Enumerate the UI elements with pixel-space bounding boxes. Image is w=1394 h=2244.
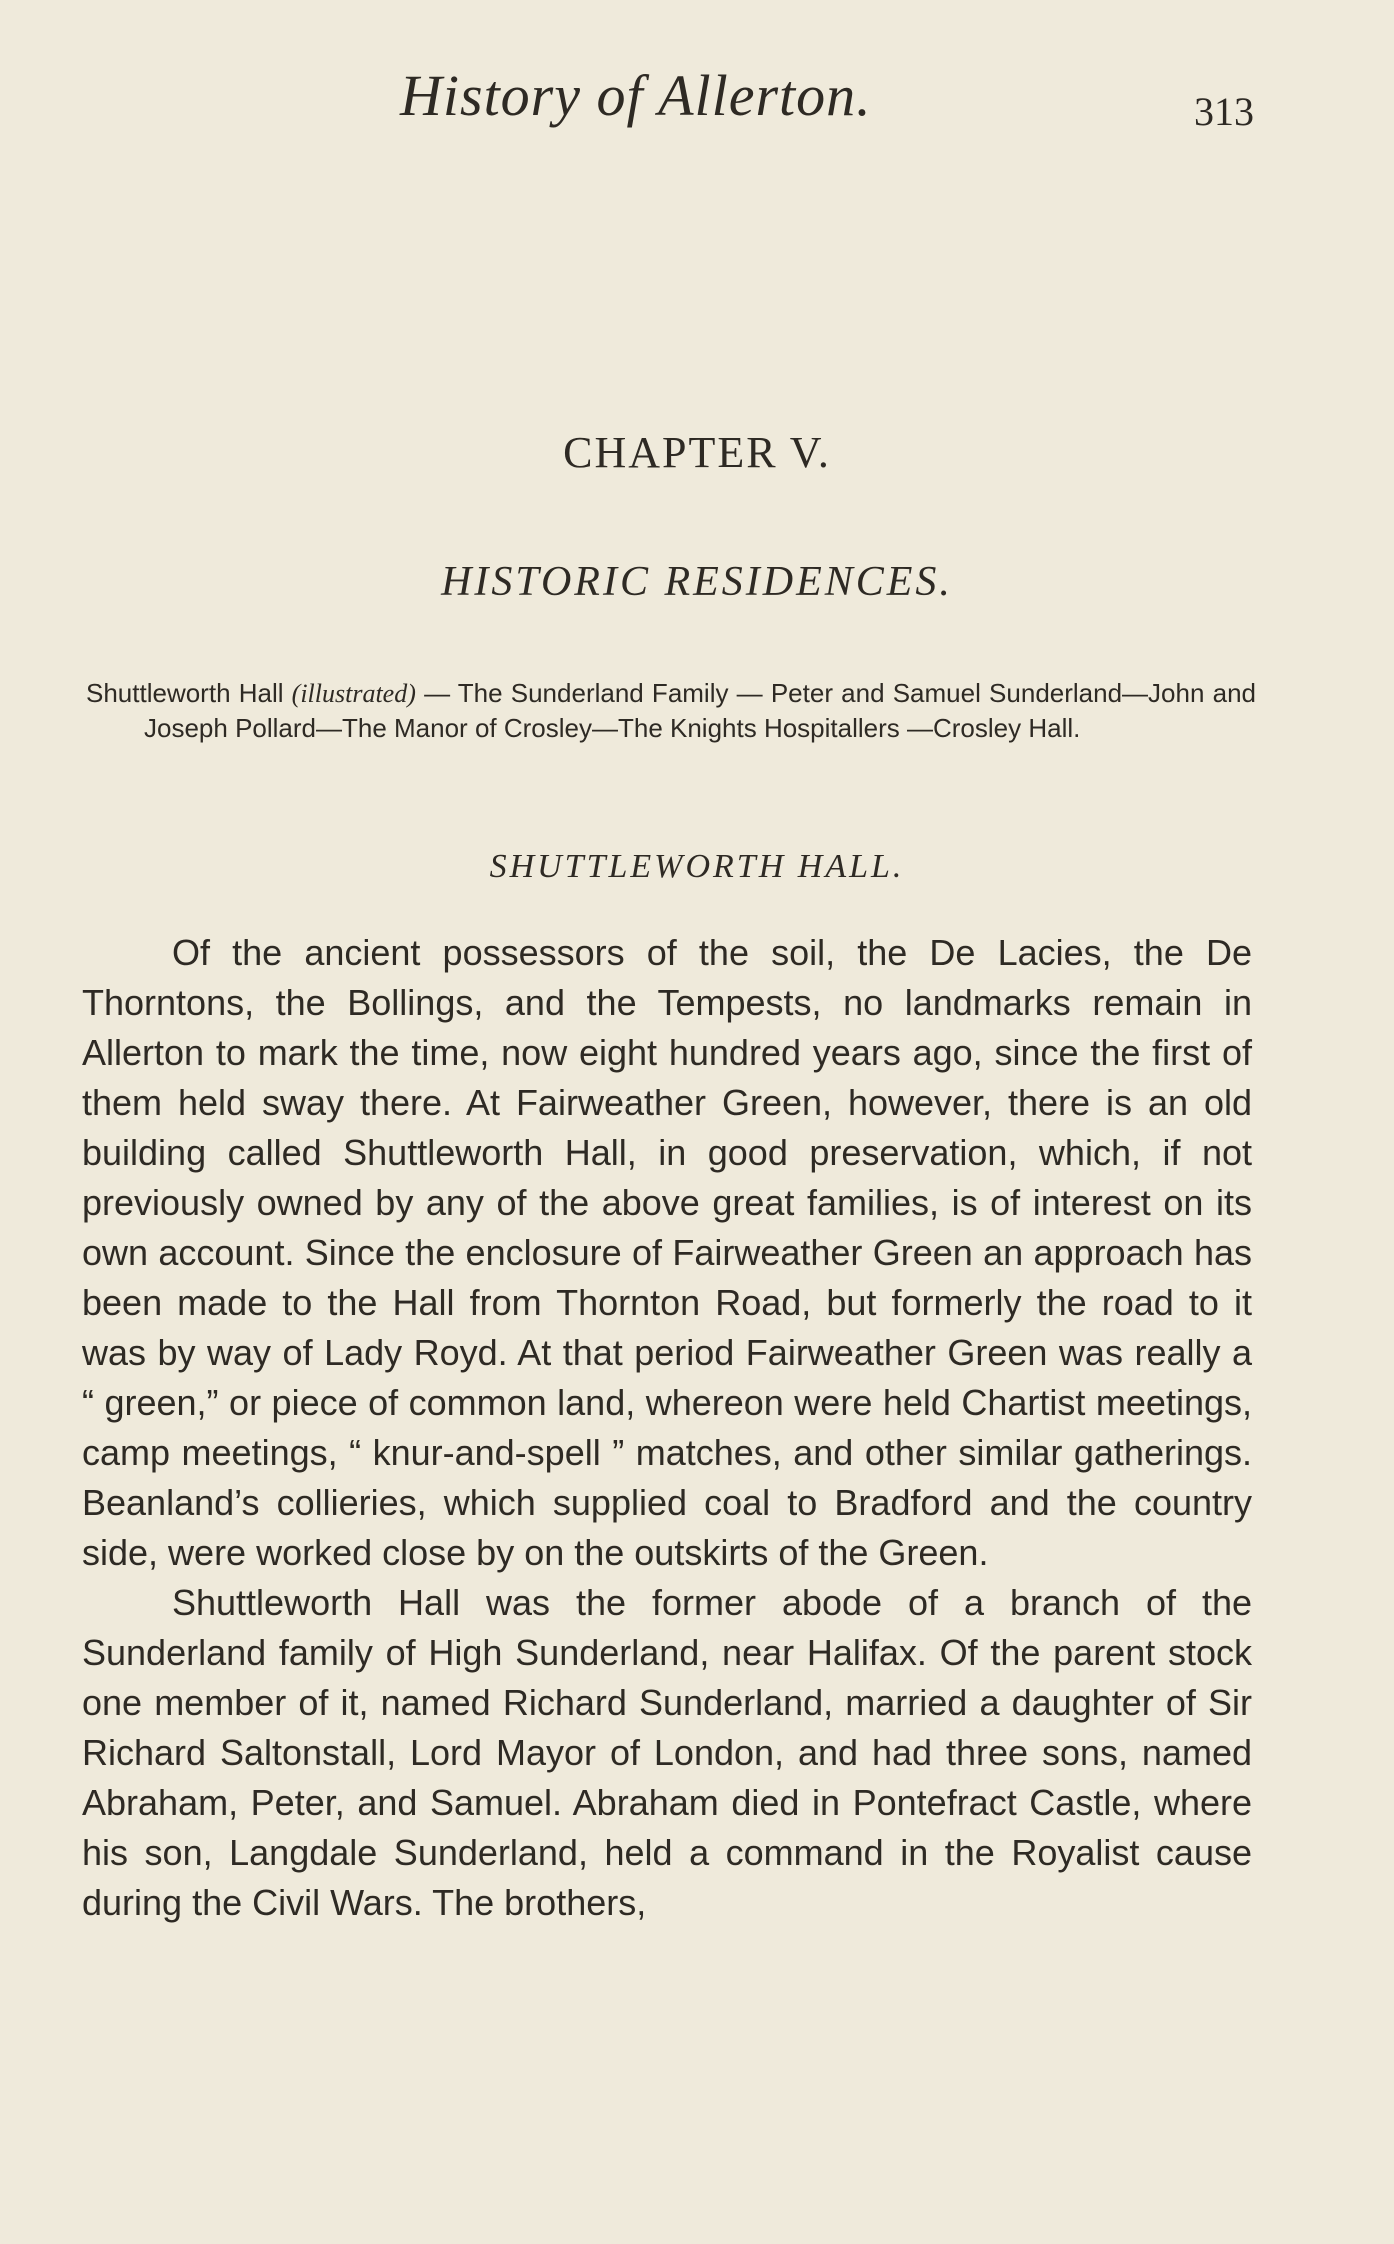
page-number: 313 bbox=[1194, 89, 1254, 134]
synopsis-part-3: — The Sunderland Family — Peter and Samuel Sunderland—John and Joseph Pollard—The Manor of Crosley—The Knights Hospitallers —Crosley Hall. bbox=[144, 678, 1256, 743]
synopsis-italic-note: (illustrated) bbox=[291, 679, 416, 708]
synopsis-text bbox=[86, 676, 1256, 746]
paragraph: Shuttleworth Hall was the former abode of a branch of the Sunderland family of High Sunderland, near Halifax. Of the parent stock one member of it, named Richard Sunderland, married a daughter of Sir Richard Saltonstall, Lord Mayor of London, and had three sons, named Abraham, Peter, and Samuel. Abraham died in Pontefract Castle, where his son, Langdale Sunderland, held a command in the Royalist cause during the Civil Wars. The brothers, bbox=[82, 1582, 1252, 1923]
chapter-number: CHAPTER V. bbox=[563, 428, 831, 477]
paragraph: Of the ancient possessors of the soil, the De Lacies, the De Thorntons, the Bollings, and the Tempests, no landmarks remain in Allerton to mark the time, now eight hundred years ago, since the first of them held sway there. At Fairweather Green, however, there is an old building called Shuttleworth Hall, in good preservation, which, if not previously owned by any of the above great families, is of interest on its own account. Since the enclosure of Fairweather Green an approach has been made to the Hall from Thornton Road, but formerly the road to it was by way of Lady Royd. At that period Fairweather Green was really a “ green,” or piece of common land, whereon were held Chartist meetings, camp meetings, “ knur-and-spell ” matches, and other similar gatherings. Beanland’s collieries, which supplied coal to Bradford and the country side, were worked close by on the outskirts of the Green. bbox=[82, 932, 1252, 1573]
chapter-title: HISTORIC RESIDENCES. bbox=[441, 559, 953, 605]
running-title: History of Allerton. bbox=[400, 63, 872, 128]
body-text bbox=[82, 928, 1252, 1928]
synopsis-part-1: Shuttleworth Hall bbox=[86, 678, 292, 708]
chapter-synopsis bbox=[86, 676, 1256, 746]
section-title: SHUTTLEWORTH HALL. bbox=[489, 848, 905, 885]
